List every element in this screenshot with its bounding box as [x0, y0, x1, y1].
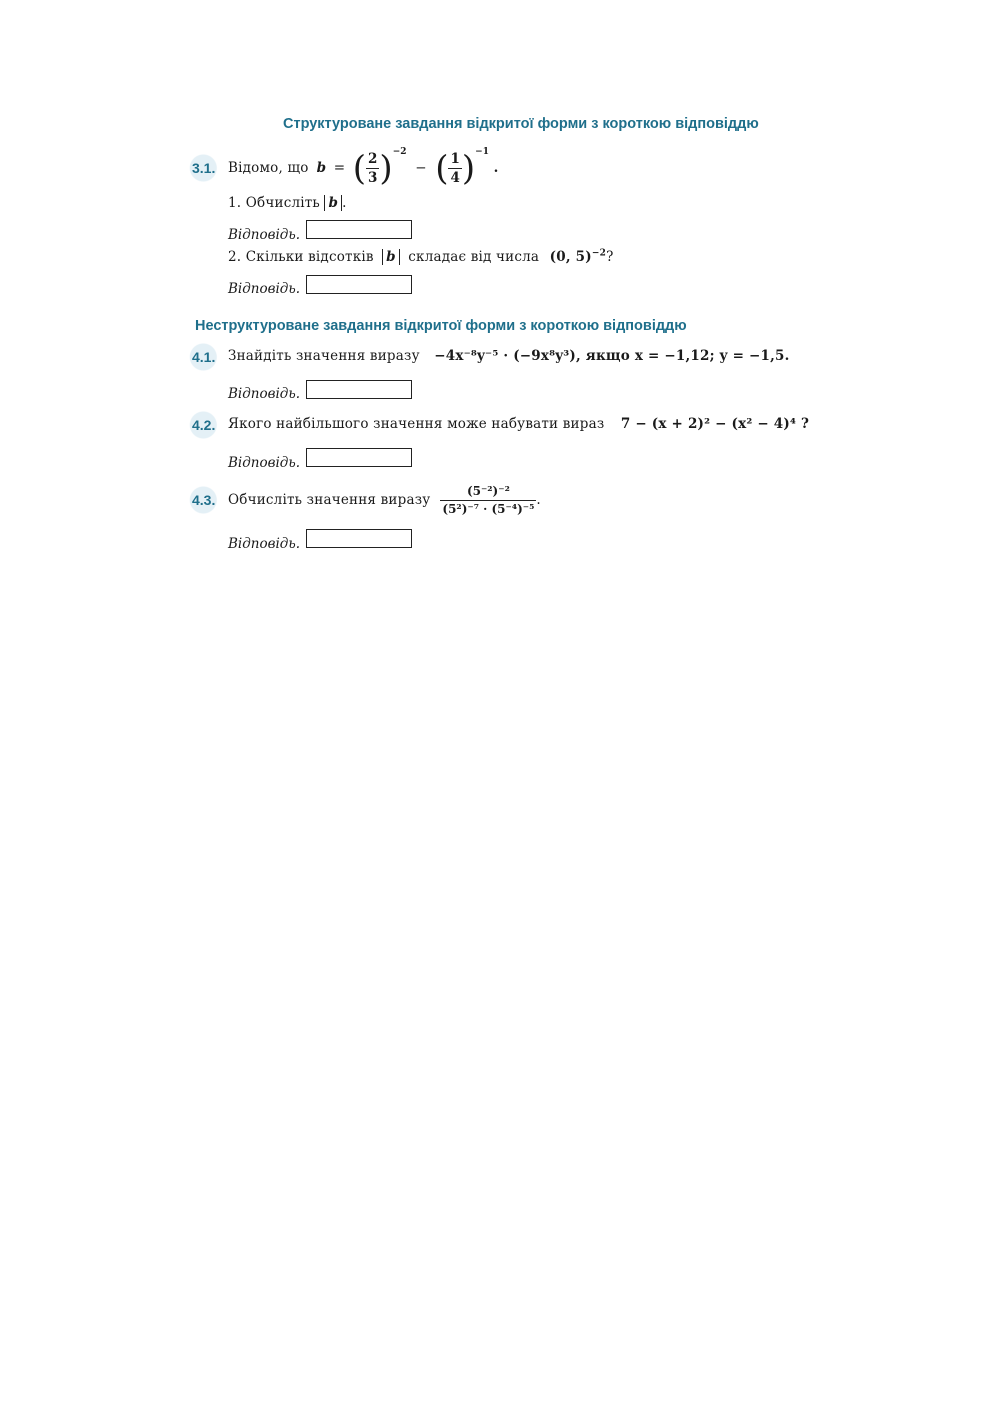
task-4-2-text: Якого найбільшого значення може набувати вираз [228, 416, 605, 432]
abs-b-2: b [382, 249, 400, 265]
section-heading-structured: Структуроване завдання відкритої форми з короткою відповіддю [283, 116, 759, 132]
answer-input-4-2[interactable] [306, 448, 412, 467]
answer-label-3-1-2: Відповідь. [228, 281, 300, 297]
answer-label-4-3: Відповідь. [228, 536, 300, 552]
answer-input-4-3[interactable] [306, 529, 412, 548]
fraction-2-3: $\frac{2}{3}$ [368, 150, 378, 186]
task-3-1-question-1: 1. Обчисліть b . [228, 195, 347, 211]
task-4-1-expression: −4x⁻⁸y⁻⁵ · (−9x⁸y³), якщо x = −1,12; y = −1,5. [434, 348, 790, 364]
task-4-3-text: Обчисліть значення виразу [228, 492, 431, 508]
task-4-2-statement [228, 416, 809, 432]
task-4-2-expression: 7 − (x + 2)² − (x² − 4)⁴ ? [620, 416, 810, 432]
task-4-3-denominator: (5²)⁻⁷ · (5⁻⁴)⁻⁵ [442, 501, 535, 516]
task-number-4-3: 4.3. [188, 483, 222, 517]
answer-input-3-1-2[interactable] [306, 275, 412, 294]
task-4-1-text: Знайдіть значення виразу [228, 348, 420, 364]
task-3-1-intro: Відомо, що [228, 160, 309, 176]
answer-input-3-1-1[interactable] [306, 220, 412, 239]
answer-label-3-1-1: Відповідь. [228, 227, 300, 243]
task-3-1-question-2: 2. Скільки відсотків b складає від числа (0, 5)$^{-2}$? [228, 248, 614, 265]
minus-sign: − [415, 159, 427, 176]
task-3-1-statement: Відомо, що b = ( $\frac{2}{3}$ )$^{-2}$ − ( $\frac{1}{4}$ )$^{-1}$ . [228, 146, 499, 188]
task-4-3-numerator: (5⁻²)⁻² [440, 483, 536, 501]
answer-label-4-1: Відповідь. [228, 386, 300, 402]
abs-b: b [324, 195, 342, 211]
exponent-1: −2 [392, 146, 407, 157]
period: . [493, 159, 499, 176]
task-number-4-1: 4.1. [188, 340, 222, 374]
task-4-1-statement [228, 348, 790, 364]
equals-sign: = [333, 159, 346, 176]
task-number-4-2: 4.2. [188, 408, 222, 442]
task-4-3-statement: Обчисліть значення виразу $\frac{\text{(5⁻²)⁻²}}{\text{(5²)⁻⁷ · (5⁻⁴)⁻⁵}}$ . [228, 483, 541, 516]
section-heading-unstructured: Неструктуроване завдання відкритої форми з короткою відповіддю [195, 318, 687, 334]
fraction-1-4: $\frac{1}{4}$ [450, 150, 460, 186]
exponent-2: −1 [475, 146, 489, 157]
task-number-3-1: 3.1. [188, 151, 222, 185]
task-4-3-fraction [440, 483, 536, 518]
answer-label-4-2: Відповідь. [228, 455, 300, 471]
answer-input-4-1[interactable] [306, 380, 412, 399]
variable-b: b [316, 159, 327, 176]
